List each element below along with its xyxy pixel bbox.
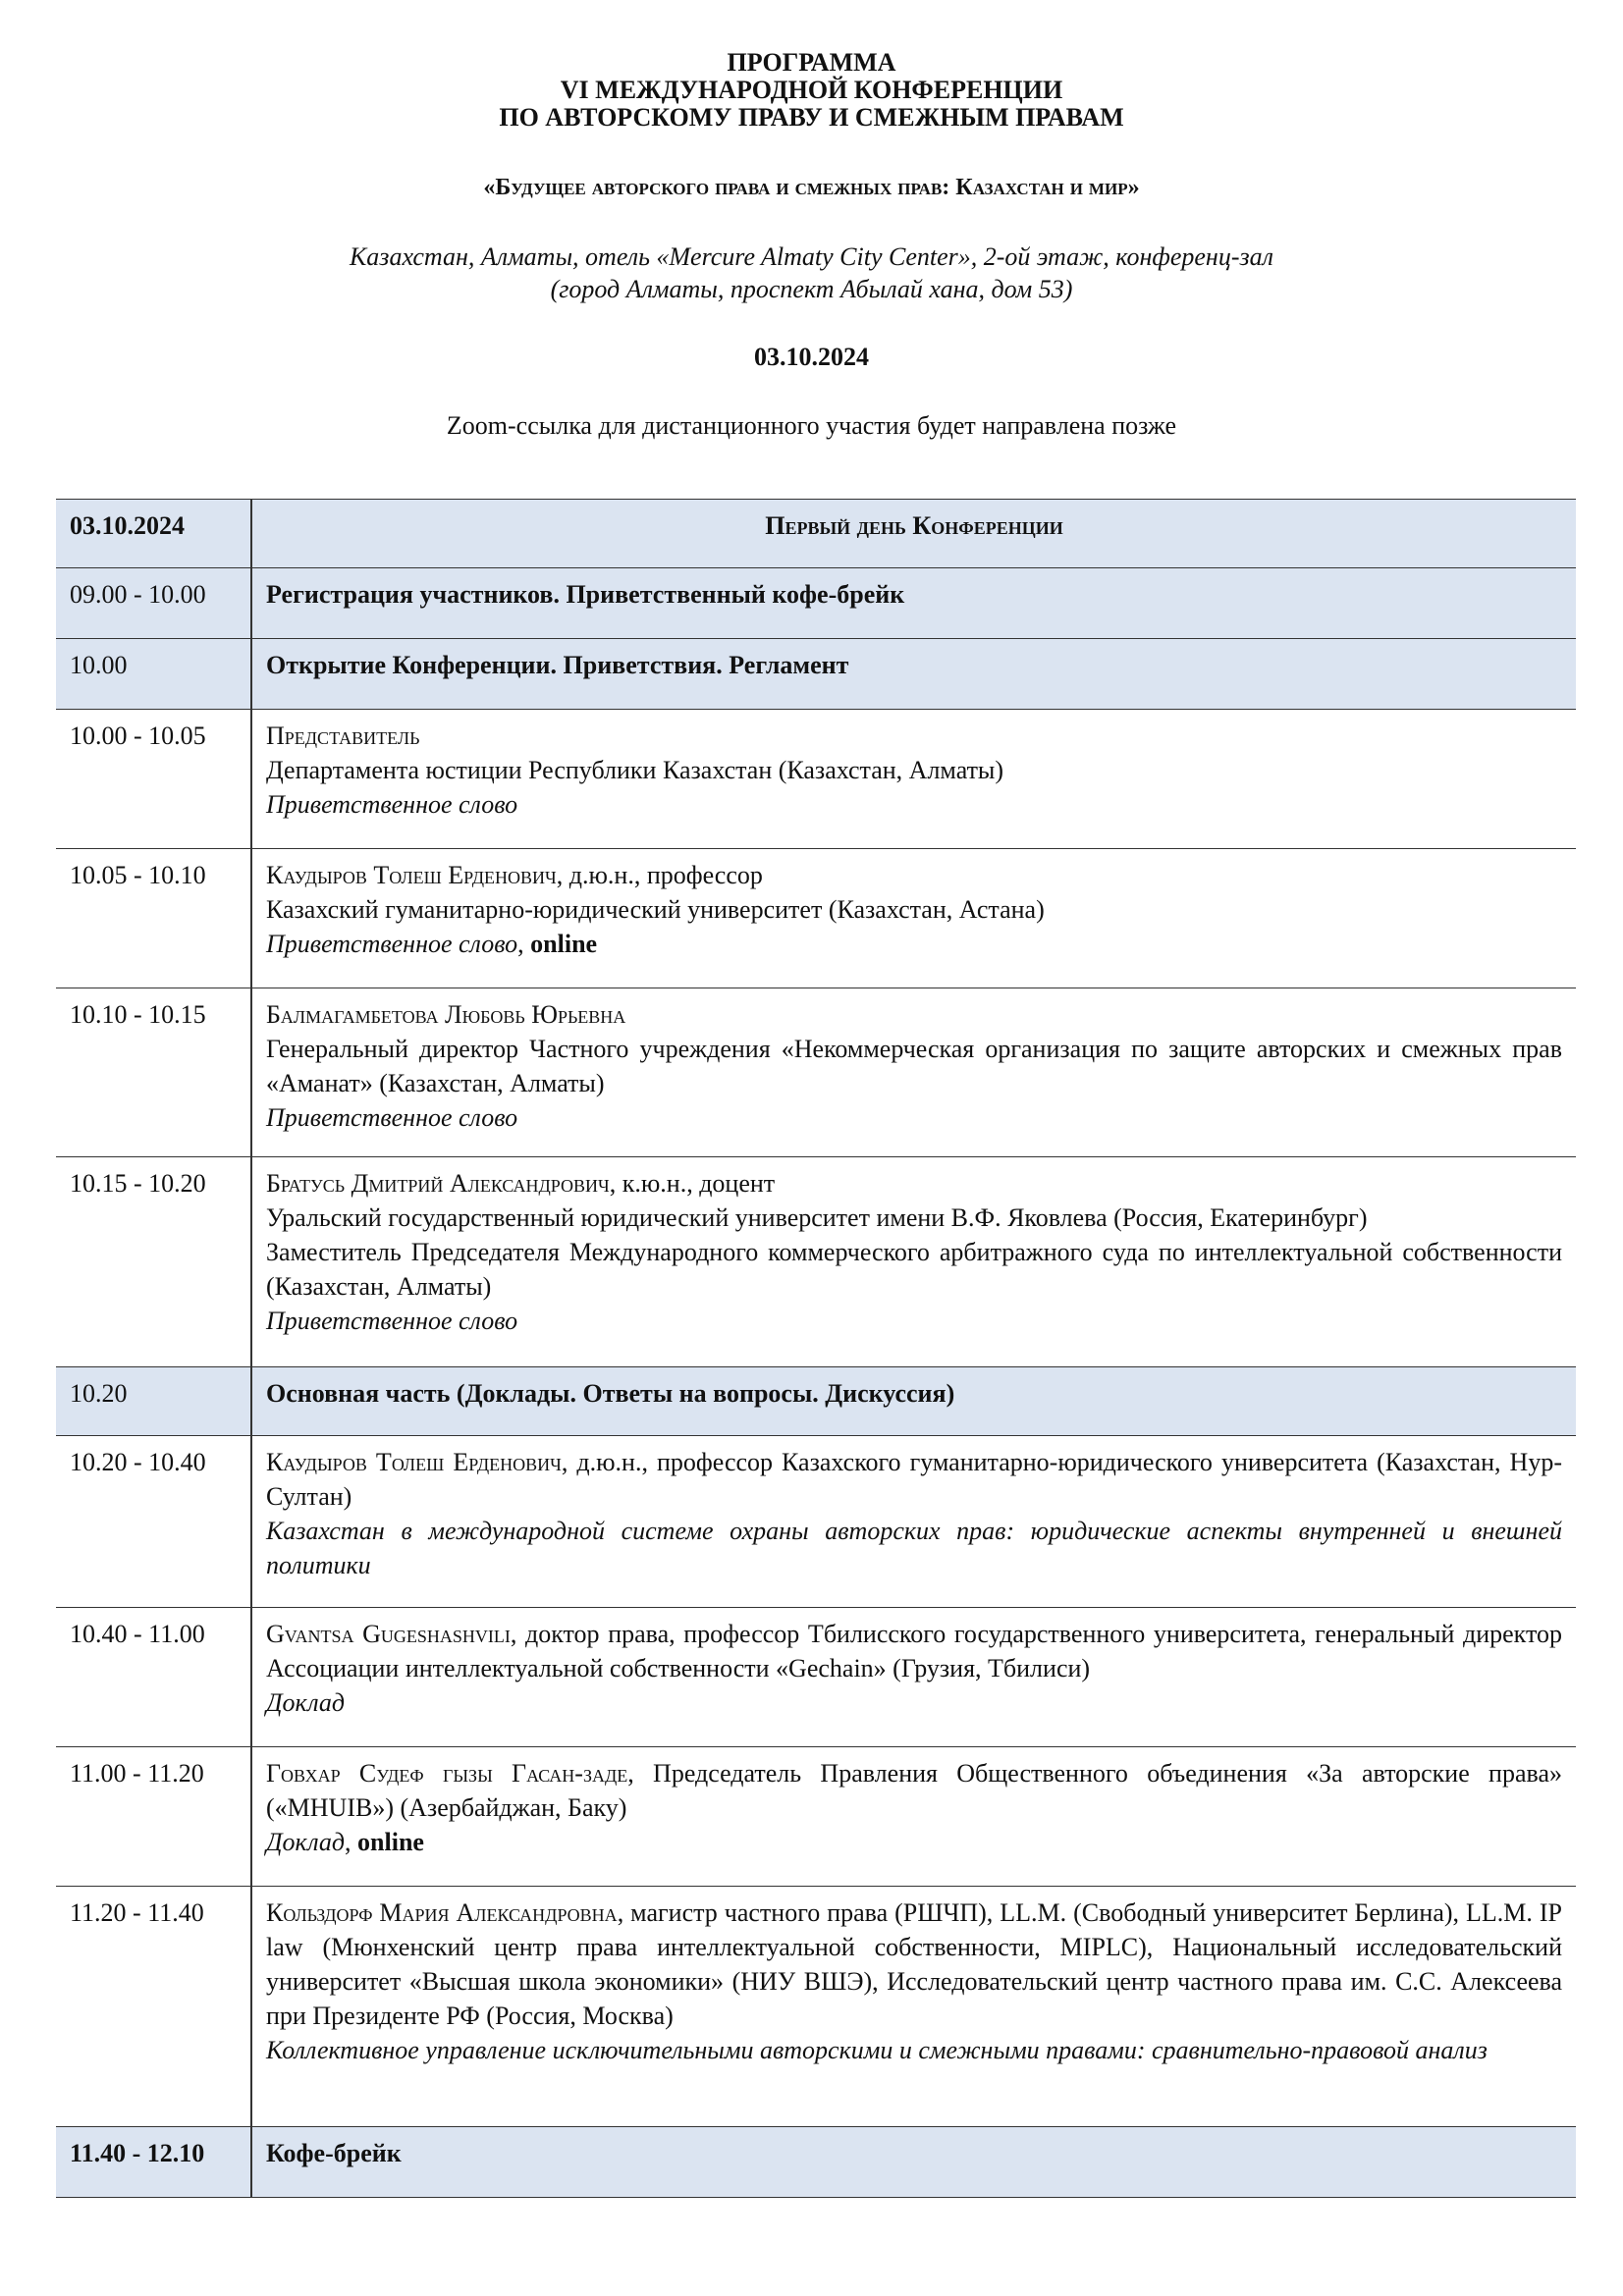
online-label: online bbox=[530, 930, 598, 958]
time-cell: 10.00 bbox=[56, 639, 251, 710]
venue-line-2: (город Алматы, проспект Абылай хана, дом 53) bbox=[550, 275, 1073, 303]
table-row bbox=[56, 1157, 1576, 1367]
speaker-credentials: , Председатель Правления Общественного объединения «За авторские права» («MHUIB») (Азербайджан, Баку) bbox=[266, 1759, 1562, 1822]
speech-topic: Коллективное управление исключительными авторскими и смежными правами: сравнительно-правовой анализ bbox=[266, 2036, 1488, 2064]
session-cell: Регистрация участников. Приветственный кофе-брейк bbox=[251, 568, 1576, 639]
time-cell: 09.00 - 10.00 bbox=[56, 568, 251, 639]
header-date-cell: 03.10.2024 bbox=[56, 500, 251, 568]
speaker-detail: Уральский государственный юридический университет имени В.Ф. Яковлева (Россия, Екатеринбург) bbox=[266, 1203, 1368, 1232]
speaker-detail-2: Заместитель Председателя Международного коммерческого арбитражного суда по интеллектуальной собственности (Казахстан, Алматы) bbox=[266, 1238, 1562, 1301]
speaker-name: Каудыров Толеш Ерденович bbox=[266, 1448, 562, 1476]
speech-topic: Доклад bbox=[266, 1688, 346, 1717]
speaker-credentials: , д.ю.н., профессор bbox=[556, 861, 763, 889]
table-row bbox=[56, 849, 1576, 988]
time-cell: 10.20 bbox=[56, 1367, 251, 1436]
speaker-cell bbox=[251, 988, 1576, 1157]
session-cell: Открытие Конференции. Приветствия. Регламент bbox=[251, 639, 1576, 710]
program-table bbox=[56, 499, 1576, 2198]
speaker-credentials: , доктор права, профессор Тбилисского государственного университета, генеральный директор Ассоциации интеллектуальной собственности «Gechain» (Грузия, Тбилиси) bbox=[266, 1620, 1562, 1682]
speaker-name: Братусь Дмитрий Александрович bbox=[266, 1169, 610, 1198]
speech-topic: Приветственное слово bbox=[266, 930, 518, 958]
speaker-cell bbox=[251, 1608, 1576, 1747]
speech-topic: Доклад bbox=[266, 1828, 346, 1856]
speaker-detail: Департамента юстиции Республики Казахстан (Казахстан, Алматы) bbox=[266, 756, 1004, 784]
time-cell: 10.40 - 11.00 bbox=[56, 1608, 251, 1747]
speaker-name: Представитель bbox=[266, 721, 420, 750]
online-label: online bbox=[357, 1828, 424, 1856]
speaker-name: Говхар Судеф гызы Гасан-заде bbox=[266, 1759, 628, 1788]
time-cell: 10.00 - 10.05 bbox=[56, 710, 251, 849]
speech-topic: Приветственное слово bbox=[266, 1103, 518, 1132]
time-cell: 10.15 - 10.20 bbox=[56, 1157, 251, 1367]
speaker-detail: Генеральный директор Частного учреждения «Некоммерческая организация по защите авторских и смежных прав «Аманат» (Казахстан, Алматы) bbox=[266, 1035, 1562, 1097]
speaker-name: Gvantsa Gugeshashvili bbox=[266, 1620, 511, 1648]
zoom-note: Zoom-ссылка для дистанционного участия будет направлена позже bbox=[446, 411, 1177, 440]
table-row bbox=[56, 2127, 1576, 2198]
table-row bbox=[56, 1436, 1576, 1608]
conference-subtitle: «Будущее авторского права и смежных прав: Казахстан и мир» bbox=[483, 175, 1140, 200]
program-title-line-2: VI МЕЖДУНАРОДНОЙ КОНФЕРЕНЦИИ bbox=[560, 76, 1063, 104]
speaker-credentials: , д.ю.н., профессор Казахского гуманитарно-юридического университета (Казахстан, Нур-Султан) bbox=[266, 1448, 1562, 1511]
time-cell: 10.10 - 10.15 bbox=[56, 988, 251, 1157]
time-cell: 11.40 - 12.10 bbox=[56, 2127, 251, 2198]
speaker-cell bbox=[251, 1436, 1576, 1608]
speaker-cell bbox=[251, 710, 1576, 849]
table-row bbox=[56, 710, 1576, 849]
speaker-detail: Казахский гуманитарно-юридический университет (Казахстан, Астана) bbox=[266, 895, 1045, 924]
table-row bbox=[56, 1608, 1576, 1747]
speaker-name: Кольздорф Мария Александровна bbox=[266, 1898, 618, 1927]
table-row bbox=[56, 568, 1576, 639]
speaker-cell: Каудыров Толеш Ерденович, д.ю.н., профессор Казахский гуманитарно-юридический университет (Казахстан, Астана) Приветственное слово, online bbox=[251, 849, 1576, 988]
conference-date: 03.10.2024 bbox=[754, 343, 869, 371]
speaker-cell bbox=[251, 1157, 1576, 1367]
program-title-line-1: ПРОГРАММА bbox=[727, 48, 896, 77]
speaker-name: Каудыров Толеш Ерденович bbox=[266, 861, 557, 889]
program-title-line-3: ПО АВТОРСКОМУ ПРАВУ И СМЕЖНЫМ ПРАВАМ bbox=[499, 103, 1124, 132]
time-cell: 10.20 - 10.40 bbox=[56, 1436, 251, 1608]
header-title-cell: Первый день Конференции bbox=[251, 500, 1576, 568]
table-row bbox=[56, 988, 1576, 1157]
speaker-credentials: , к.ю.н., доцент bbox=[609, 1169, 776, 1198]
table-row bbox=[56, 639, 1576, 710]
time-cell: 11.20 - 11.40 bbox=[56, 1887, 251, 2127]
speaker-name: Балмагамбетова Любовь Юрьевна bbox=[266, 1000, 626, 1029]
time-cell: 11.00 - 11.20 bbox=[56, 1747, 251, 1887]
speaker-credentials: , магистр частного права (РШЧП), LL.M. (Свободный университет Берлина), LL.M. IP law (Мюнхенский центр права интеллектуальной собственности, MIPLC), Национальный исследовательский университет «Высшая школа экономики» (НИУ ВШЭ), Исследовательский центр частного права им. С.С. Алексеева при Президенте РФ (Россия, Москва) bbox=[266, 1898, 1562, 2030]
speech-topic: Приветственное слово bbox=[266, 790, 518, 819]
venue-line-1: Казахстан, Алматы, отель «Mercure Almaty City Center», 2-ой этаж, конференц-зал bbox=[350, 242, 1273, 271]
speaker-cell: Говхар Судеф гызы Гасан-заде, Председатель Правления Общественного объединения «За авторские права» («MHUIB») (Азербайджан, Баку) Доклад, online bbox=[251, 1747, 1576, 1887]
table-row bbox=[56, 1747, 1576, 1887]
session-cell: Кофе-брейк bbox=[251, 2127, 1576, 2198]
speech-topic: Приветственное слово bbox=[266, 1307, 518, 1335]
time-cell: 10.05 - 10.10 bbox=[56, 849, 251, 988]
table-row bbox=[56, 1887, 1576, 2127]
speech-topic: Казахстан в международной системе охраны авторских прав: юридические аспекты внутренней и внешней политики bbox=[266, 1517, 1562, 1579]
table-row bbox=[56, 1367, 1576, 1436]
speaker-cell bbox=[251, 1887, 1576, 2127]
document-header bbox=[0, 49, 1623, 441]
session-cell: Основная часть (Доклады. Ответы на вопросы. Дискуссия) bbox=[251, 1367, 1576, 1436]
table-header-row bbox=[56, 500, 1576, 568]
